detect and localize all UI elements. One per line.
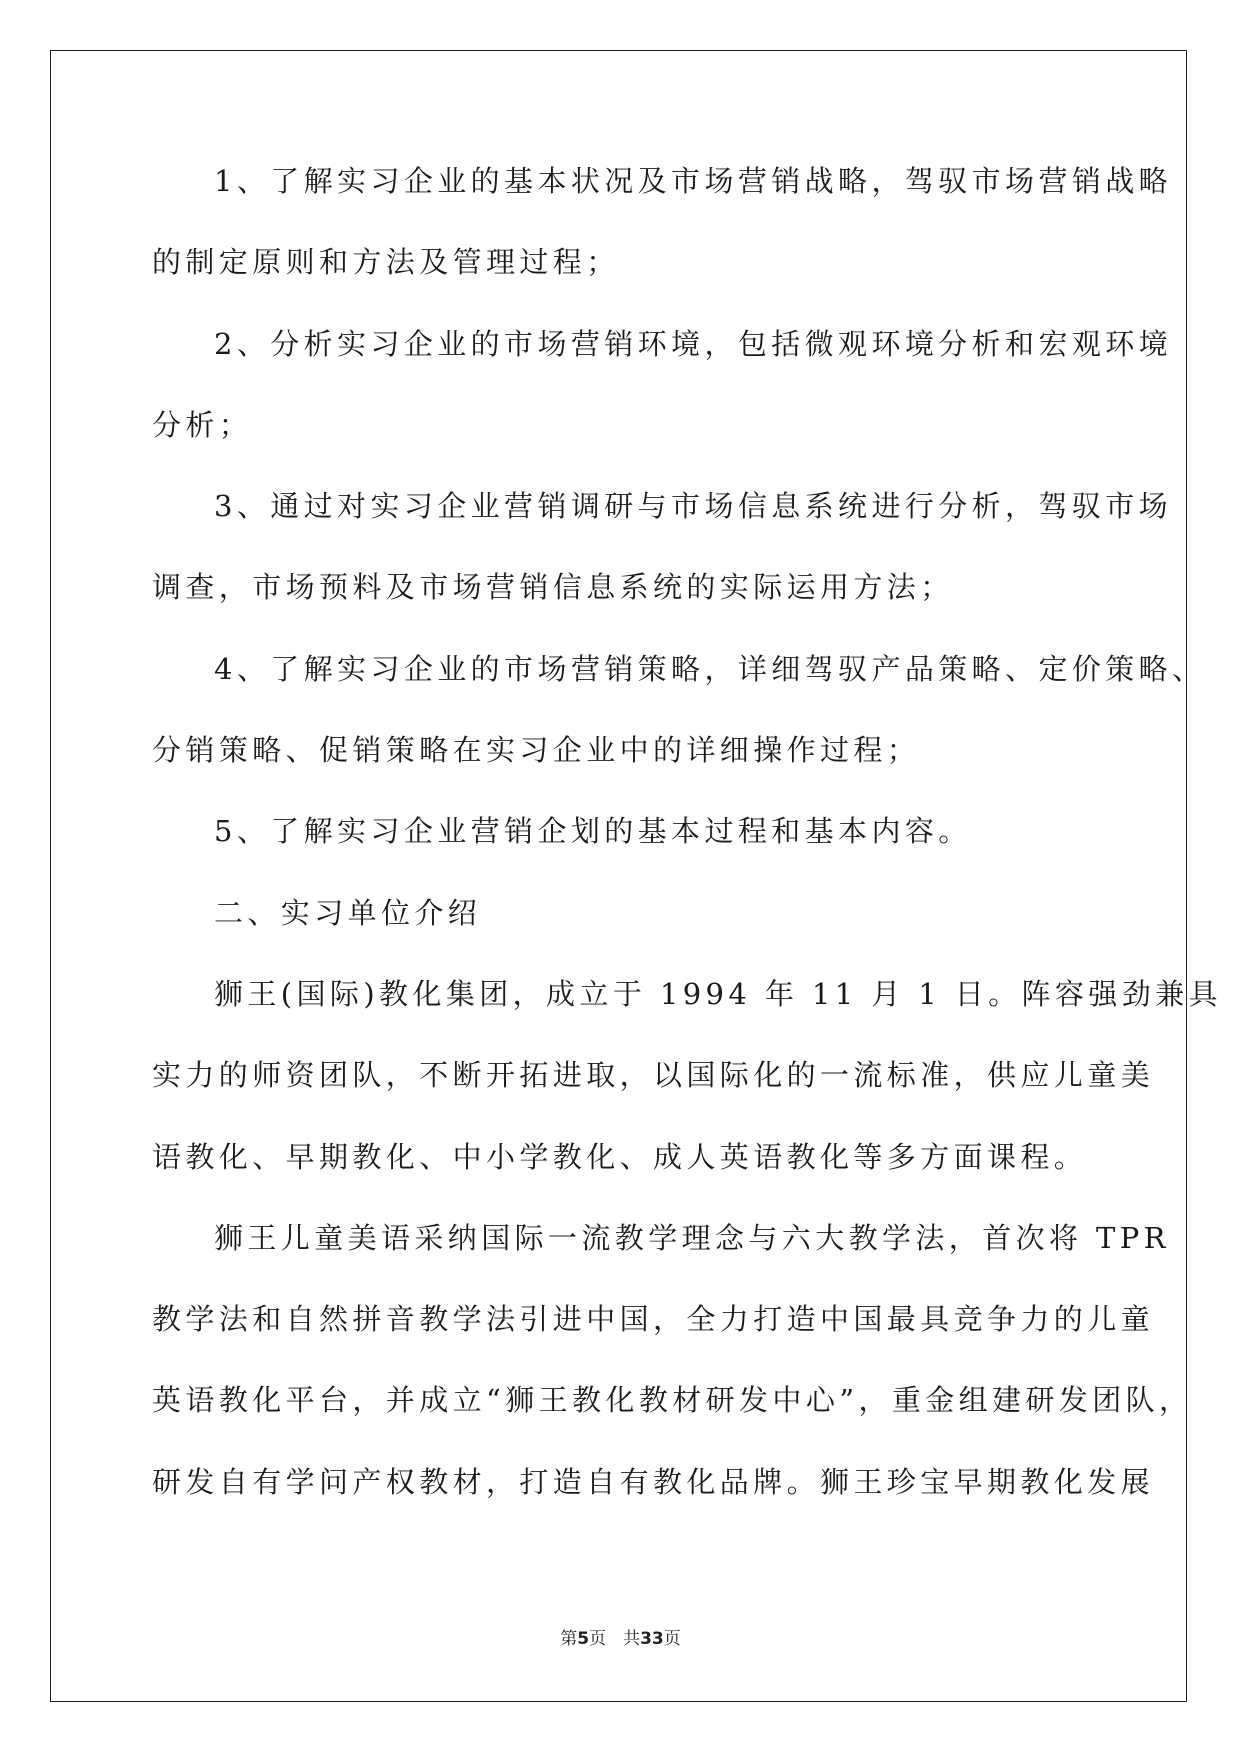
document-body	[152, 160, 1222, 1542]
footer-suffix: 页	[663, 1629, 681, 1649]
text-line: 的制定原则和方法及管理过程；	[152, 245, 620, 280]
page-footer	[0, 1624, 1241, 1649]
footer-total-pages: 33	[640, 1629, 664, 1649]
text-line: 分析；	[152, 407, 253, 442]
text-line: 3、通过对实习企业营销调研与市场信息系统进行分析，驾驭市场	[214, 489, 1173, 524]
footer-prefix: 第	[560, 1629, 578, 1649]
text-line: 狮王(国际)教化集团，成立于 1994 年 11 月 1 日。阵容强劲兼具	[214, 976, 1222, 1011]
text-line: 4、了解实习企业的市场营销策略，详细驾驭产品策略、定价策略、	[214, 651, 1206, 686]
text-line: 5、了解实习企业营销企划的基本过程和基本内容。	[214, 814, 972, 849]
footer-mid: 页 共	[589, 1629, 641, 1649]
text-line: 狮王儿童美语采纳国际一流教学理念与六大教学法，首次将 TPR	[214, 1220, 1170, 1255]
text-line: 英语教化平台，并成立“狮王教化教材研发中心”，重金组建研发团队，	[152, 1383, 1193, 1418]
text-line: 研发自有学问产权教材，打造自有教化品牌。狮王珍宝早期教化发展	[152, 1464, 1155, 1499]
text-line: 二、实习单位介绍	[214, 895, 482, 930]
text-line: 调查，市场预料及市场营销信息系统的实际运用方法；	[152, 570, 954, 605]
footer-page-number: 5	[577, 1629, 590, 1649]
text-line: 语教化、早期教化、中小学教化、成人英语教化等多方面课程。	[152, 1139, 1088, 1174]
text-line: 实力的师资团队，不断开拓进取，以国际化的一流标准，供应儿童美	[152, 1058, 1155, 1093]
text-line: 2、分析实习企业的市场营销环境，包括微观环境分析和宏观环境	[214, 326, 1173, 361]
text-line: 分销策略、促销策略在实习企业中的详细操作过程；	[152, 733, 921, 768]
text-line: 1、了解实习企业的基本状况及市场营销战略，驾驭市场营销战略	[214, 164, 1173, 198]
text-line: 教学法和自然拼音教学法引进中国，全力打造中国最具竞争力的儿童	[152, 1302, 1155, 1337]
